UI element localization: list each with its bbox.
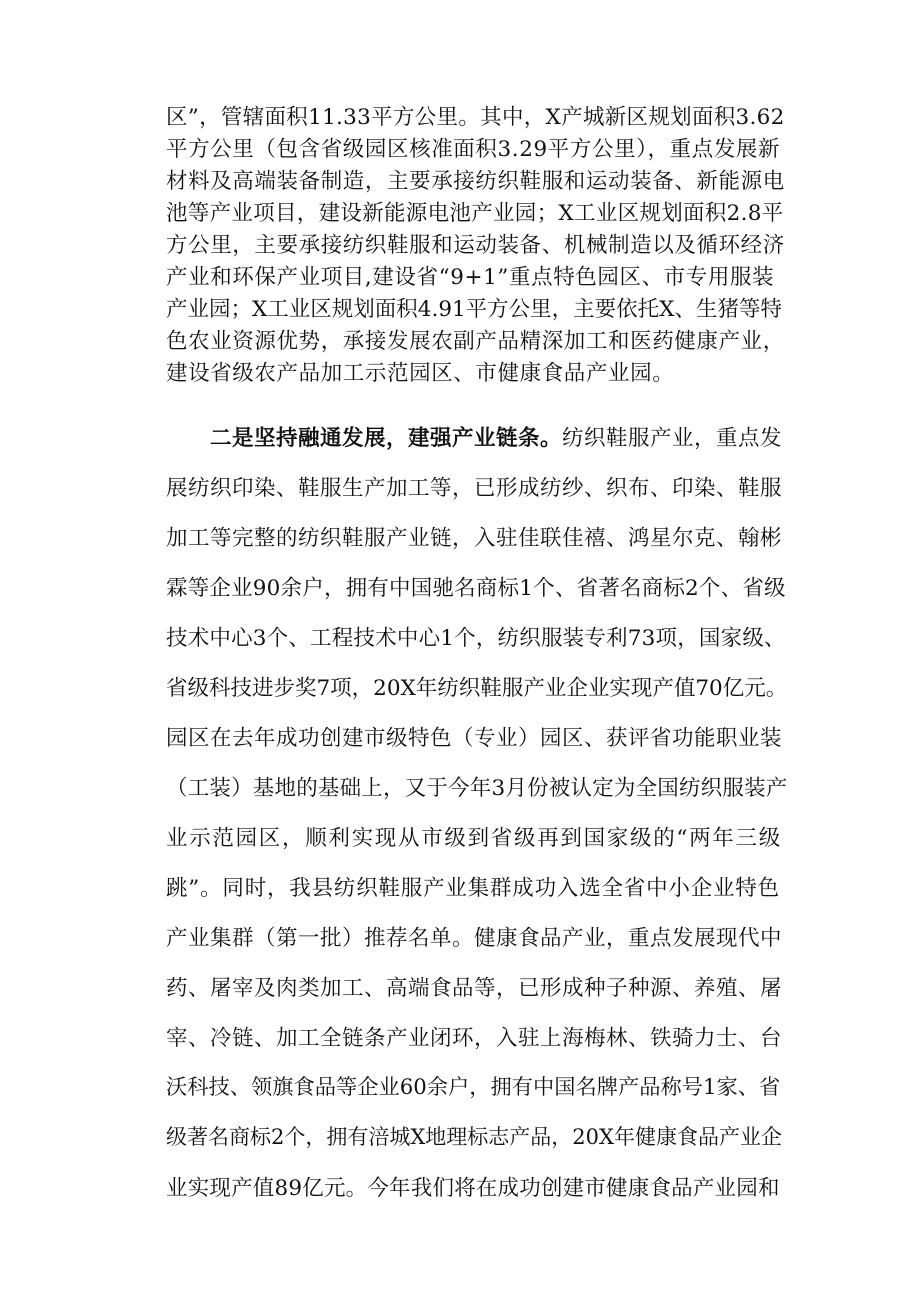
paragraph-line: 宰、冷链、加工全链条产业闭环，入驻上海梅林、铁骑力士、台	[166, 1026, 783, 1051]
paragraph-line: 级著名商标2个，拥有涪城X地理标志产品，20X年健康食品产业企	[166, 1125, 782, 1149]
paragraph-line: （工装）基地的基础上，又于今年3月份被认定为全国纺织服装产	[166, 776, 788, 801]
paragraph-line: 省级科技进步奖7项，20X年纺织鞋服产业企业实现产值70亿元。	[166, 676, 788, 701]
paragraph-line: 方公里，主要承接纺织鞋服和运动装备、机械制造以及循环经济	[166, 233, 785, 258]
paragraph-line: 材料及高端装备制造，主要承接纺织鞋服和运动装备、新能源电	[166, 169, 785, 194]
paragraph-line-rest: 纺织鞋服产业，重点发	[562, 426, 783, 451]
paragraph-line: 技术中心3个、工程技术中心1个，纺织服装专利73项，国家级、	[166, 626, 786, 651]
paragraph-line: 跳”。同时，我县纺织鞋服产业集群成功入选全省中小企业特色	[166, 876, 780, 901]
paragraph-line: 展纺织印染、鞋服生产加工等，已形成纺纱、织布、印染、鞋服	[166, 476, 783, 501]
paragraph-first-line	[210, 421, 786, 452]
paragraph-line: 沃科技、领旗食品等企业60余户，拥有中国名牌产品称号1家、省	[166, 1075, 781, 1100]
paragraph-line: 色农业资源优势，承接发展农副产品精深加工和医药健康产业，	[166, 329, 785, 354]
paragraph-line: 产业和环保产业项目,建设省“9+1”重点特色园区、市专用服装	[166, 265, 775, 290]
paragraph-line: 池等产业项目，建设新能源电池产业园；X工业区规划面积2.8平	[166, 201, 784, 226]
paragraph-line: 区”，管辖面积11.33平方公里。其中，X产城新区规划面积3.62	[166, 105, 785, 130]
paragraph-line: 平方公里（包含省级园区核准面积3.29平方公里），重点发展新	[166, 137, 781, 162]
paragraph-line: 园区在去年成功创建市级特色（专业）园区、获评省功能职业装	[166, 726, 783, 751]
paragraph-line: 产业园；X工业区规划面积4.91平方公里，主要依托X、生猪等特	[166, 297, 782, 322]
paragraph-line: 业示范园区，顺利实现从市级到省级再到国家级的“两年三级	[166, 826, 782, 851]
paragraph-line: 产业集群（第一批）推荐名单。健康食品产业，重点发展现代中	[166, 926, 783, 951]
paragraph-line: 业实现产值89亿元。今年我们将在成功创建市健康食品产业园和	[166, 1176, 780, 1201]
paragraph-line: 建设省级农产品加工示范园区、市健康食品产业园。	[166, 361, 675, 386]
paragraph-line: 药、屠宰及肉类加工、高端食品等，已形成种子种源、养殖、屠	[166, 976, 783, 1001]
paragraph-line: 霖等企业90余户，拥有中国驰名商标1个、省著名商标2个、省级	[166, 576, 786, 601]
paragraph-line: 加工等完整的纺织鞋服产业链，入驻佳联佳禧、鸿星尔克、翰彬	[166, 526, 783, 551]
section-heading: 二是坚持融通发展，建强产业链条。	[210, 426, 563, 451]
